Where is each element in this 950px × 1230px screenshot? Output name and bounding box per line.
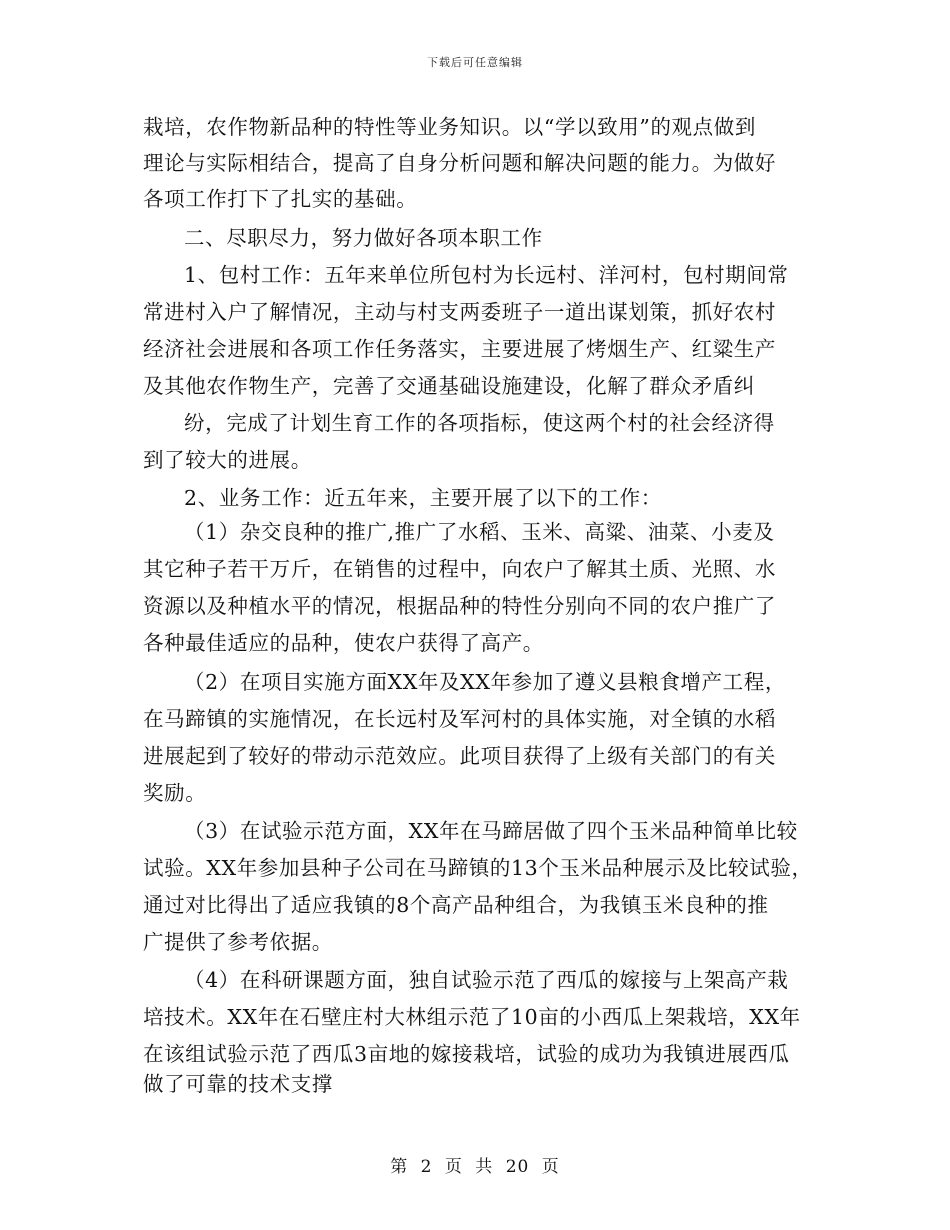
text-line: 通过对比得出了适应我镇的8个高产品种组合，为我镇玉米良种的推 — [143, 893, 769, 917]
text-line: （3）在试验示范方面，XX年在马蹄居做了四个玉米品种简单比较 — [184, 819, 798, 843]
text-line: 进展起到了较好的带动示范效应。此项目获得了上级有关部门的有关 — [143, 744, 776, 768]
text-line: 及其他农作物生产，完善了交通基础设施建设，化解了群众矛盾纠 — [143, 374, 755, 398]
text-line: （1）杂交良种的推广,推广了水稻、玉米、高粱、油菜、小麦及 — [184, 520, 775, 544]
text-line: （4）在科研课题方面，独自试验示范了西瓜的嫁接与上架高产栽 — [184, 968, 789, 992]
text-line: 奖励。 — [143, 781, 207, 805]
text-line: 在马蹄镇的实施情况，在长远村及军河村的具体实施，对全镇的水稻 — [143, 707, 776, 731]
text-line: 1、包村工作：五年来单位所包村为长远村、洋河村，包村期间常 — [184, 263, 789, 287]
text-line: 到了较大的进展。 — [143, 448, 312, 472]
text-line: 在该组试验示范了西瓜3亩地的嫁接栽培，试验的成功为我镇进展西瓜做了可靠的技术支撑 — [143, 1042, 790, 1096]
text-line: 资源以及种植水平的情况，根据品种的特性分别向不同的农户推广了 — [143, 594, 776, 618]
text-line: 试验。XX年参加县种子公司在马蹄镇的13个玉米品种展示及比较试验， — [143, 856, 813, 880]
text-line: 理论与实际相结合，提高了自身分析问题和解决问题的能力。为做好 — [143, 151, 776, 175]
page-header: 下载后可任意编辑 — [427, 56, 523, 69]
text-line: 其它种子若干万斤，在销售的过程中，向农户了解其土质、光照、水 — [143, 557, 776, 581]
text-line: 各项工作打下了扎实的基础。 — [143, 187, 418, 211]
section-heading: 二、尽职尽力，努力做好各项本职工作 — [184, 226, 543, 250]
page-number: 第 2 页 共 20 页 — [390, 1157, 560, 1177]
text-line: 各种最佳适应的品种，使农户获得了高产。 — [143, 631, 544, 655]
text-line: 广提供了参考依据。 — [143, 930, 333, 954]
text-line: 培技术。XX年在石壁庄村大林组示范了10亩的小西瓜上架栽培，XX年 — [143, 1005, 801, 1029]
text-line: 纷，完成了计划生育工作的各项指标，使这两个村的社会经济得 — [184, 411, 775, 435]
text-line: （2）在项目实施方面XX年及XX年参加了遵义县粮食增产工程， — [184, 670, 786, 694]
text-line: 经济社会进展和各项工作任务落实，主要进展了烤烟生产、红粱生产 — [143, 337, 776, 361]
text-line: 栽培，农作物新品种的特性等业务知识。以“学以致用”的观点做到 — [143, 115, 756, 139]
text-line: 2、业务工作：近五年来，主要开展了以下的工作： — [184, 486, 662, 510]
text-line: 常进村入户了解情况，主动与村支两委班子一道出谋划策，抓好农村 — [143, 300, 776, 324]
